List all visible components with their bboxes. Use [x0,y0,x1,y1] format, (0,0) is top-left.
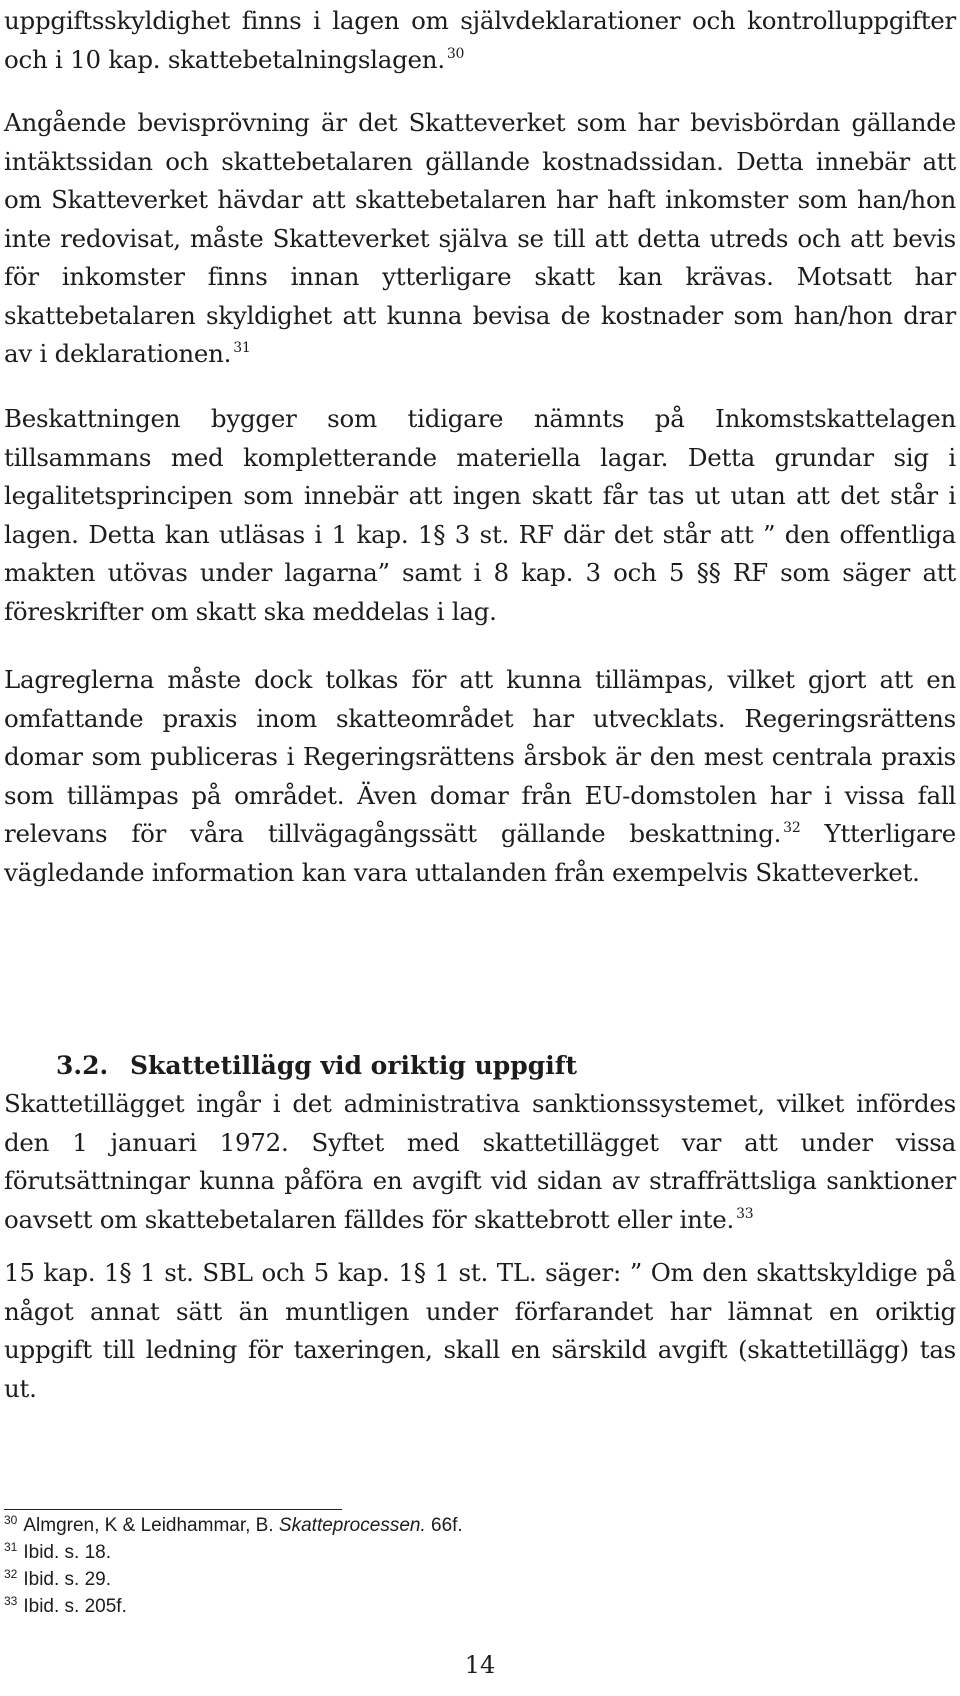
footnote-separator [4,1509,342,1510]
footnote-number: 33 [4,1594,18,1608]
footnote-number: 30 [4,1513,18,1527]
footnote-ref-33: 33 [736,1205,754,1222]
paragraph-text: uppgiftsskyldighet finns i lagen om självdeklarationer och kontrolluppgifter och i 10 kap. skattebetalningslagen. [4,6,956,74]
footnote-text: Ibid. s. 205f. [23,1596,127,1617]
section-heading [56,1048,577,1084]
section-title: Skattetillägg vid oriktig uppgift [130,1051,577,1080]
footnote-ref-32: 32 [783,820,801,836]
paragraph-text: Angående bevisprövning är det Skatteverket som har bevisbördan gällande intäktssidan och skattebetalaren gällande kostnadssidan. Detta innebär att om Skatteverket hävdar att skattebetalaren har haft inkomster som han/hon inte redovisat, måste Skatteverket själva se till att detta utreds och att bevis för inkomster finns innan ytterligare skatt kan krävas. Motsatt har skattebetalaren skyldighet att kunna bevisa de kostnader som han/hon drar av i deklarationen. [4,108,956,368]
paragraph-text-after: Ytterligare vägledande information kan vara uttalanden från exempelvis Skatteverket. [4,819,956,887]
paragraph-text: 15 kap. 1§ 1 st. SBL och 5 kap. 1§ 1 st. TL. säger: ” Om den skattskyldige på något annat sätt än muntligen under förfarandet har lämnat en oriktig uppgift till ledning för taxeringen, skall en särskild avgift (skattetillägg) tas ut. [4,1258,956,1403]
paragraph-beskattningen [4,400,956,631]
footnote-text: Ibid. s. 29. [23,1569,112,1590]
footnote-pages: 66f. [425,1515,463,1536]
footnote-31 [4,1539,904,1566]
footnote-book-title: Skatteprocessen. [278,1515,426,1536]
footnotes [4,1512,904,1620]
section-number: 3.2. [56,1051,109,1080]
paragraph-sbl-tl [4,1254,956,1408]
footnote-number: 32 [4,1567,18,1581]
paragraph-skattetillagget [4,1085,956,1239]
footnote-text: Almgren, K & Leidhammar, B. [23,1515,279,1536]
paragraph-continuation [4,2,956,79]
footnote-30 [4,1512,904,1539]
footnote-ref-30: 30 [446,45,465,62]
paragraph-text: Skattetillägget ingår i det administrativa sanktionssystemet, vilket infördes den 1 januari 1972. Syftet med skattetillägget var att under vissa förutsättningar kunna påföra en avgift vid sidan av straffrättsliga sanktioner oavsett om skattebetalaren fälldes för skattebrott eller inte. [4,1089,956,1234]
paragraph-lagreglerna [4,661,956,892]
footnote-number: 31 [4,1540,18,1554]
page-number: 14 [464,1651,496,1679]
paragraph-text: Beskattningen bygger som tidigare nämnts på Inkomstskattelagen tillsammans med kompletterande materiella lagar. Detta grundar sig i legalitetsprincipen som innebär att ingen skatt får tas ut utan att det står i lagen. Detta kan utläsas i 1 kap. 1§ 3 st. RF där det står att ” den offentliga makten utövas under lagarna” samt i 8 kap. 3 och 5 §§ RF som säger att föreskrifter om skatt ska meddelas i lag. [4,404,956,626]
footnote-33 [4,1593,904,1620]
footnote-text: Ibid. s. 18. [23,1542,112,1563]
paragraph-text: Lagreglerna måste dock tolkas för att kunna tillämpas, vilket gjort att en omfattande praxis inom skatteområdet har utvecklats. Regeringsrättens domar som publiceras i Regeringsrättens årsbok är den mest centrala praxis som tillämpas på området. Även domar från EU-domstolen har i vissa fall relevans för våra tillvägagångssätt gällande beskattning. [4,665,956,848]
footnote-ref-31: 31 [233,340,251,356]
footnote-32 [4,1566,904,1593]
paragraph-bevisprovning [4,104,956,374]
